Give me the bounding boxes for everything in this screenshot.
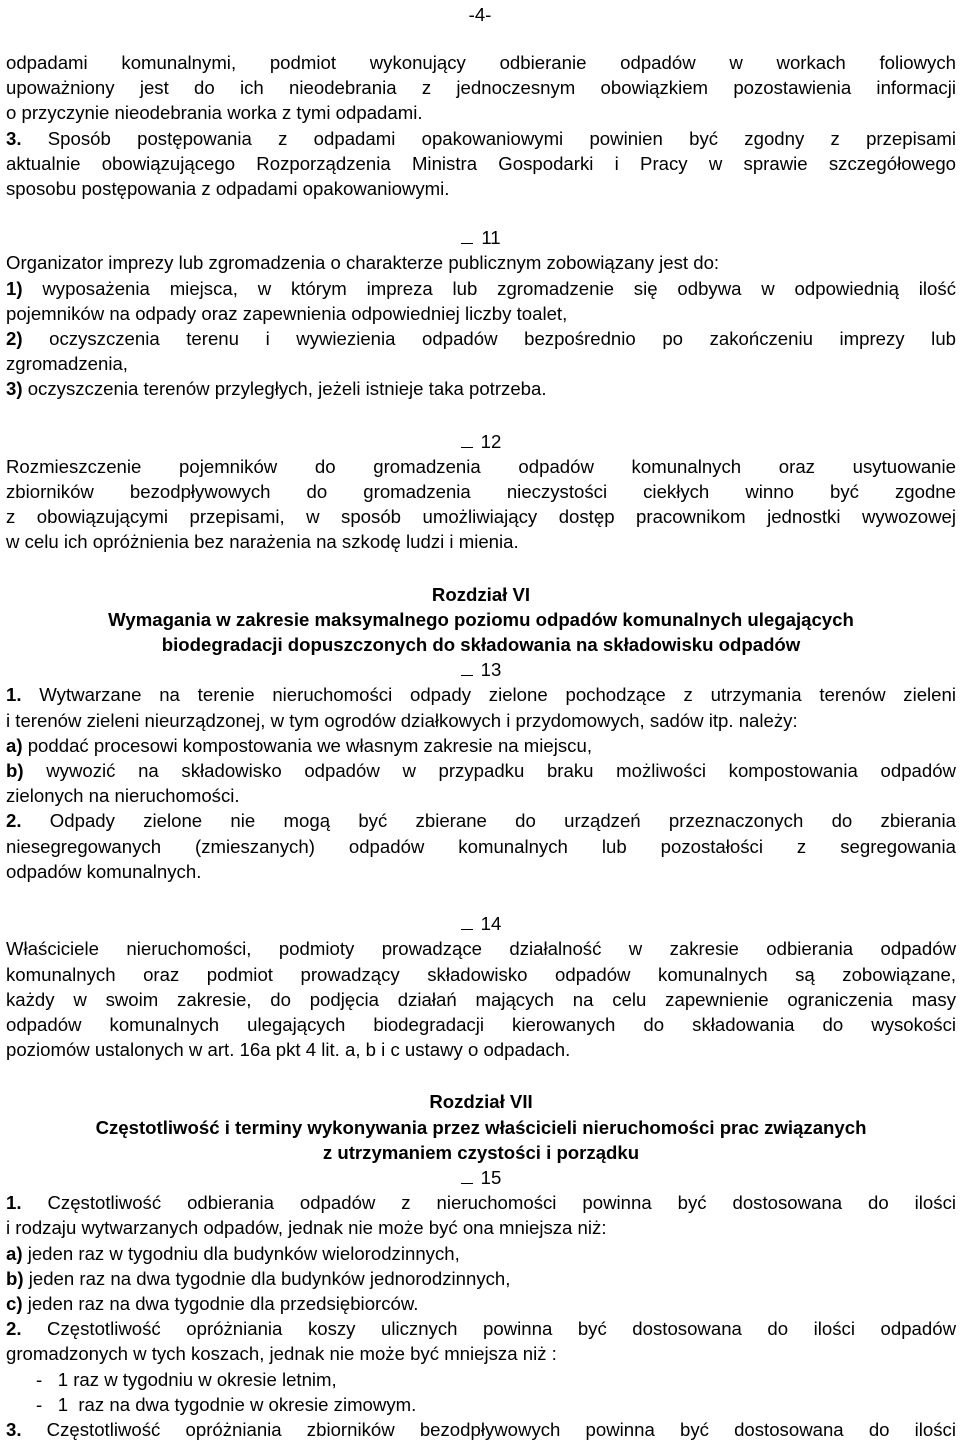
text-line: [6, 1190, 956, 1215]
text-line: i terenów zieleni nieurządzonej, w tym ogrodów działkowych i przydomowych, sadów itp. należy:: [6, 709, 798, 731]
section-mark: [461, 661, 473, 676]
section-heading-14: [6, 911, 956, 936]
text-segment: Wytwarzane na terenie nieruchomości odpady zielone pochodzące z utrzymania terenów zieleni: [21, 684, 956, 706]
chapter-7-title-line: Częstotliwość i terminy wykonywania przez właścicieli nieruchomości prac związanych: [95, 1116, 867, 1138]
section-mark: [461, 915, 473, 930]
section-14-paragraph: [6, 936, 956, 1062]
text-segment: Częstotliwość opróżniania zbiorników bezodpływowych powinna być dostosowana do ilości: [21, 1418, 956, 1440]
item-number: b): [6, 760, 24, 782]
text-line: w celu ich opróżnienia bez narażenia na szkodę ludzi i mienia.: [6, 531, 519, 553]
text-line: Organizator imprezy lub zgromadzenia o charakterze publicznym zobowiązany jest do:: [6, 252, 720, 274]
text-line: [6, 1316, 956, 1341]
section-15-dash-item: [6, 1367, 956, 1392]
section-15-item-b: [6, 1266, 956, 1291]
section-13-item-2: [6, 808, 956, 884]
item-number: 2): [6, 328, 23, 350]
section-11-item-1: [6, 276, 956, 326]
page-number: -4-: [468, 4, 492, 25]
section-number: 11: [481, 227, 501, 249]
item-number: 1.: [6, 1192, 22, 1214]
text-line: odpadów komunalnych.: [6, 860, 202, 882]
text-line: [6, 1241, 956, 1266]
item-number: 3): [6, 378, 23, 400]
text-segment: Częstotliwość opróżniania koszy ulicznych powinna być dostosowana do ilości odpadów: [21, 1318, 956, 1340]
text-segment: jeden raz na dwa tygodnie dla przedsiębiorców.: [22, 1292, 419, 1314]
section-mark: [461, 1169, 473, 1184]
text-line: [6, 1291, 956, 1316]
text-line: gromadzonych w tych koszach, jednak nie może być mniejsza niż :: [6, 1343, 557, 1365]
chapter-6-title-line: Wymagania w zakresie maksymalnego poziomu odpadów komunalnych ulegających: [108, 608, 854, 630]
text-line: [6, 1266, 956, 1291]
section-heading-11: [6, 225, 956, 250]
section-heading-12: [6, 429, 956, 454]
text-line: [6, 376, 956, 401]
section-15-item-c: [6, 1291, 956, 1316]
chapter-6-label: Rozdział VI: [431, 583, 531, 605]
intro-paragraph: [6, 50, 956, 126]
section-13-item-1: [6, 682, 956, 732]
section-heading-15: [6, 1165, 956, 1190]
text-line: [6, 682, 956, 707]
item-number: b): [6, 1267, 24, 1289]
text-line: zgromadzenia,: [6, 353, 128, 375]
text-segment: wywozić na składowisko odpadów w przypadku braku możliwości kompostowania odpadów: [23, 760, 956, 782]
text-line: - 1 raz w tygodniu w okresie letnim,: [36, 1368, 337, 1390]
text-line: każdy w swoim zakresie, do podjęcia działań mających na celu zapewnienie ograniczenia masy: [6, 988, 956, 1010]
section-12-paragraph: [6, 454, 956, 555]
chapter-7-label: Rozdział VII: [429, 1091, 533, 1113]
text-segment: Częstotliwość odbierania odpadów z nieruchomości powinna być dostosowana do ilości: [21, 1192, 956, 1214]
text-line: odpadami komunalnymi, podmiot wykonujący odbieranie odpadów w workach foliowych: [6, 52, 956, 73]
item-number: 1): [6, 277, 23, 299]
text-line: - 1 raz na dwa tygodnie w okresie zimowym.: [36, 1393, 417, 1415]
text-line: z obowiązującymi przepisami, w sposób umożliwiający dostęp pracownikom jednostki wywozowej: [6, 506, 956, 528]
text-line: [6, 733, 956, 758]
document-body: [6, 50, 956, 1442]
text-segment: Sposób postępowania z odpadami opakowaniowymi powinien być zgodny z przepisami: [21, 127, 956, 149]
item-number: 3.: [6, 1418, 22, 1440]
section-mark: [461, 229, 473, 244]
section-15-dash-item: [6, 1392, 956, 1417]
item-number: a): [6, 1242, 23, 1264]
section-11-item-2: [6, 326, 956, 376]
item-number: 2.: [6, 1318, 22, 1340]
text-line: i rodzaju wytwarzanych odpadów, jednak nie może być ona mniejsza niż:: [6, 1217, 607, 1239]
section-heading-13: [6, 657, 956, 682]
item-number: a): [6, 734, 23, 756]
chapter-6-title-line: biodegradacji dopuszczonych do składowania na składowisku odpadów: [161, 634, 801, 656]
text-segment: oczyszczenia terenu i wywiezienia odpadów bezpośrednio po zakończeniu imprezy lub: [22, 328, 956, 350]
text-line: aktualnie obowiązującego Rozporządzenia Ministra Gospodarki i Pracy w sprawie szczegółowego: [6, 152, 956, 174]
text-line: [6, 808, 956, 833]
text-segment: jeden raz na dwa tygodnie dla budynków jednorodzinnych,: [23, 1267, 511, 1289]
section-number: 15: [480, 1166, 502, 1188]
item-number: 1.: [6, 684, 22, 706]
item-number: 2.: [6, 810, 22, 832]
item-number: c): [6, 1292, 23, 1314]
text-line: poziomów ustalonych w art. 16a pkt 4 lit. a, b i c ustawy o odpadach.: [6, 1039, 571, 1061]
section-mark: [461, 433, 473, 448]
section-11-item-3: [6, 376, 956, 401]
item-number: 3.: [6, 127, 22, 149]
text-line: [6, 276, 956, 301]
text-segment: oczyszczenia terenów przyległych, jeżeli istnieje taka potrzeba.: [22, 378, 547, 400]
section-13-item-a: [6, 733, 956, 758]
text-line: Właściciele nieruchomości, podmioty prowadzące działalność w zakresie odbierania odpadów: [6, 938, 956, 960]
section-13-item-b: [6, 758, 956, 808]
section-11-intro: [6, 250, 956, 275]
text-line: [6, 126, 956, 151]
text-line: zielonych na nieruchomości.: [6, 785, 240, 807]
text-line: pojemników na odpady oraz zapewnienia odpowiedniej liczby toalet,: [6, 302, 568, 324]
text-line: sposobu postępowania z odpadami opakowaniowymi.: [6, 178, 450, 200]
text-line: niesegregowanych (zmieszanych) odpadów komunalnych lub pozostałości z segregowania: [6, 835, 956, 857]
paragraph-3: [6, 126, 956, 202]
section-15-item-a: [6, 1241, 956, 1266]
text-line: zbiorników bezodpływowych do gromadzenia nieczystości ciekłych winno być zgodne: [6, 481, 956, 503]
text-segment: jeden raz w tygodniu dla budynków wielorodzinnych,: [22, 1242, 460, 1264]
text-line: [6, 1417, 956, 1442]
text-line: o przyczynie nieodebrania worka z tymi odpadami.: [6, 102, 423, 124]
section-number: 13: [480, 659, 502, 681]
section-15-item-2: [6, 1316, 956, 1366]
section-15-item-1: [6, 1190, 956, 1240]
text-line: [6, 326, 956, 351]
section-number: 14: [480, 913, 502, 935]
section-number: 12: [480, 430, 502, 452]
chapter-7-title-line: z utrzymaniem czystości i porządku: [322, 1141, 640, 1163]
text-line: odpadów komunalnych ulegających biodegradacji kierowanych do składowania do wysokości: [6, 1013, 956, 1035]
text-line: [6, 758, 956, 783]
text-segment: wyposażenia miejsca, w którym impreza lub zgromadzenie się odbywa w odpowiednią ilość: [22, 277, 956, 299]
text-segment: Odpady zielone nie mogą być zbierane do urządzeń przeznaczonych do zbierania: [21, 810, 956, 832]
section-15-item-3: [6, 1417, 956, 1442]
text-segment: poddać procesowi kompostowania we własnym zakresie na miejscu,: [22, 734, 592, 756]
text-line: Rozmieszczenie pojemników do gromadzenia odpadów komunalnych oraz usytuowanie: [6, 455, 956, 477]
text-line: upoważniony jest do ich nieodebrania z jednoczesnym obowiązkiem pozostawienia informacji: [6, 77, 956, 99]
text-line: komunalnych oraz podmiot prowadzący składowisko odpadów komunalnych są zobowiązane,: [6, 963, 956, 985]
